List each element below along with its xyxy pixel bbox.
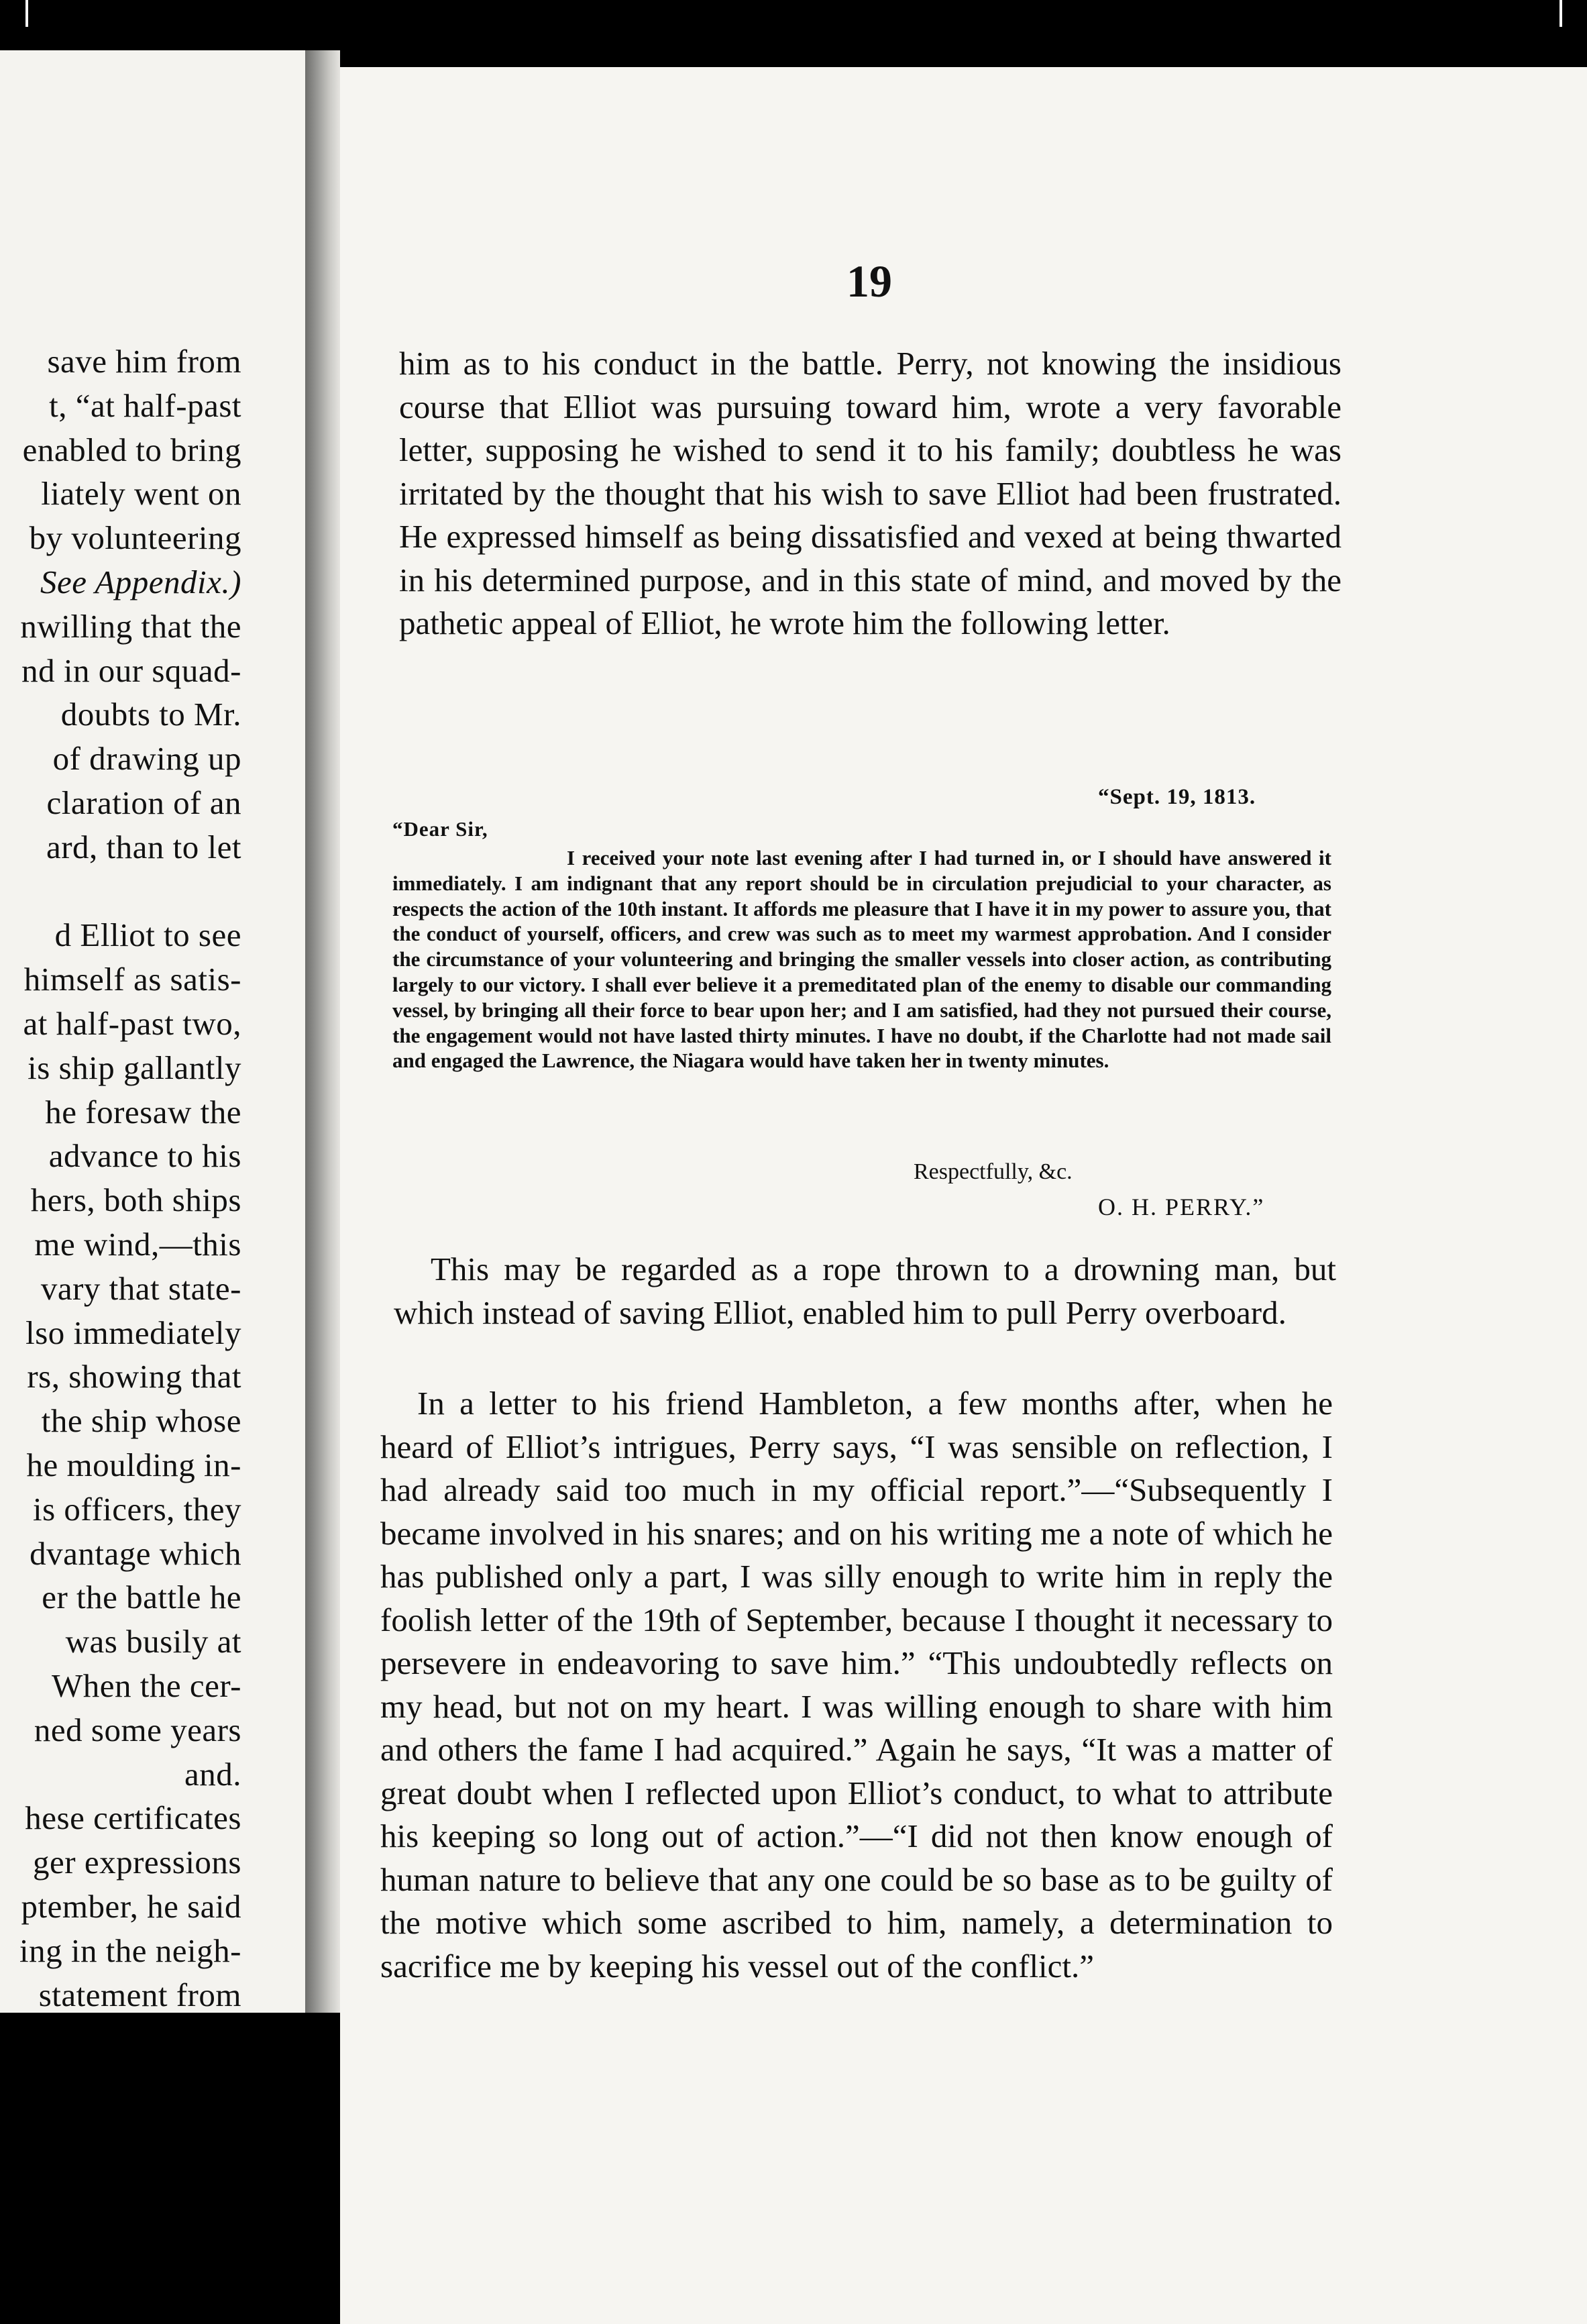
paragraph-3: In a letter to his friend Hambleton, a few months after, when he heard of Elliot’s intrigues, Perry says, “I was sensible on reflection, I had already said too much in my official report.”—“Subsequently I became involved in his snares; and on his writing me a note of which he has published only a part, I was silly enough to write him in reply the foolish letter of the 19th of September, because I thought it necessary to persevere in endeavoring to save him.” “This undoubtedly reflects on my head, but not on my heart. I was willing enough to share with him and others the fame I had acquired.” Again he says, “It was a matter of great doubt when I reflected upon Elliot’s conduct, to what to attribute his keeping so long out of action.”—“I did not then know enough of human nature to believe that any one could be so base as to be guilty of the motive which some ascribed to him, namely, a determination to sacrifice me by keeping his vessel out of the conflict.” [380, 1385, 1333, 1985]
left-page-line: nd in our squad- [21, 651, 241, 689]
left-page-line: he moulding in- [26, 1446, 241, 1483]
left-page-line: dvantage which [30, 1534, 241, 1572]
left-page-line: liately went on [41, 475, 241, 513]
crop-mark-left [25, 0, 28, 27]
left-page-line: t, “at half-past [49, 386, 241, 424]
letter-date: “Sept. 19, 1813. [1098, 785, 1256, 809]
left-page-line: vary that state- [40, 1269, 241, 1307]
letter-body: I received your note last evening after I had turned in, or I should have answered it immediately. I am indignant that any report should be in circulation prejudicial to your character, as respects the action of the 10th instant. It affords me pleasure that I have it in my power to assure you, that the conduct of yourself, officers, and crew was such as to meet my warmest approbation. And I consider the circumstance of your volunteering and bringing the smaller vessels into closer action, as contributing largely to our victory. I shall ever believe it a premeditated plan of the enemy to disable our commanding vessel, by bringing all their force to bear upon her; and I am satisfied, had they not pursued their course, the engagement would not have lasted thirty minutes. I have no doubt, if the Charlotte had not made sail and engaged the Lawrence, the Niagara would have taken her in twenty minutes. [392, 846, 1331, 1073]
crop-mark-right [1559, 0, 1562, 27]
left-page-line: doubts to Mr. [60, 696, 241, 733]
left-page-line: er the battle he [42, 1579, 241, 1616]
left-page-line: at half-past two, [23, 1005, 241, 1042]
left-page-line: lso immediately [25, 1314, 241, 1351]
left-page-line: ned some years [34, 1711, 241, 1748]
left-page-line: claration of an [46, 784, 241, 821]
page-number: 19 [846, 256, 892, 307]
left-page-fragment [0, 50, 305, 2013]
left-page-line: enabled to bring [22, 431, 241, 468]
left-page-line: advance to his [48, 1137, 241, 1175]
letter-signature: O. H. PERRY.” [1098, 1194, 1265, 1220]
left-page-line: by volunteering [29, 519, 241, 557]
left-page-line: hers, both ships [30, 1181, 241, 1219]
letter-closing: Respectfully, &c. [914, 1159, 1073, 1184]
paragraph-2: This may be regarded as a rope thrown to a drowning man, but which instead of saving Elliot, enabled him to pull Perry overboard. [394, 1251, 1336, 1331]
left-page-line: See Appendix.) [40, 564, 241, 600]
left-page-line: save him from [47, 343, 241, 380]
left-page-line: d Elliot to see [54, 916, 241, 954]
left-page-line: ptember, he said [21, 1888, 241, 1925]
left-page-line: is ship gallantly [28, 1049, 241, 1086]
right-page [340, 67, 1587, 2324]
left-page-line: the ship whose [41, 1402, 241, 1440]
left-page-line: and. [184, 1755, 241, 1793]
left-page-line: is officers, they [32, 1490, 241, 1528]
left-page-line: ing in the neigh- [19, 1932, 241, 1969]
left-page-line: was busily at [65, 1623, 241, 1660]
page-gutter-shadow [305, 50, 340, 2013]
left-page-line: hese certificates [25, 1799, 241, 1837]
left-page-line: ard, than to let [46, 828, 241, 865]
left-page-line: himself as satis- [23, 961, 241, 998]
left-page-line: nwilling that the [20, 607, 241, 645]
left-page-line: rs, showing that [27, 1358, 241, 1395]
left-page-line: me wind,—this [34, 1226, 241, 1263]
left-page-line: he foresaw the [45, 1093, 241, 1130]
left-page-line: ger expressions [33, 1844, 241, 1881]
left-page-line: of drawing up [52, 740, 241, 778]
left-page-line: statement from [38, 1976, 241, 2013]
left-page-line: When the cer- [51, 1667, 241, 1704]
paragraph-1: him as to his conduct in the battle. Perry, not knowing the insidious course that Elliot was pursuing toward him, wrote a very favorable letter, supposing he wished to send it to his family; doubtless he was irritated by the thought that his wish to save Elliot had been frustrated. He expressed himself as being dissatisfied and vexed at being thwarted in his determined purpose, and in this state of mind, and moved by the pathetic appeal of Elliot, he wrote him the following letter. [399, 345, 1342, 641]
letter-salutation: “Dear Sir, [392, 817, 488, 841]
